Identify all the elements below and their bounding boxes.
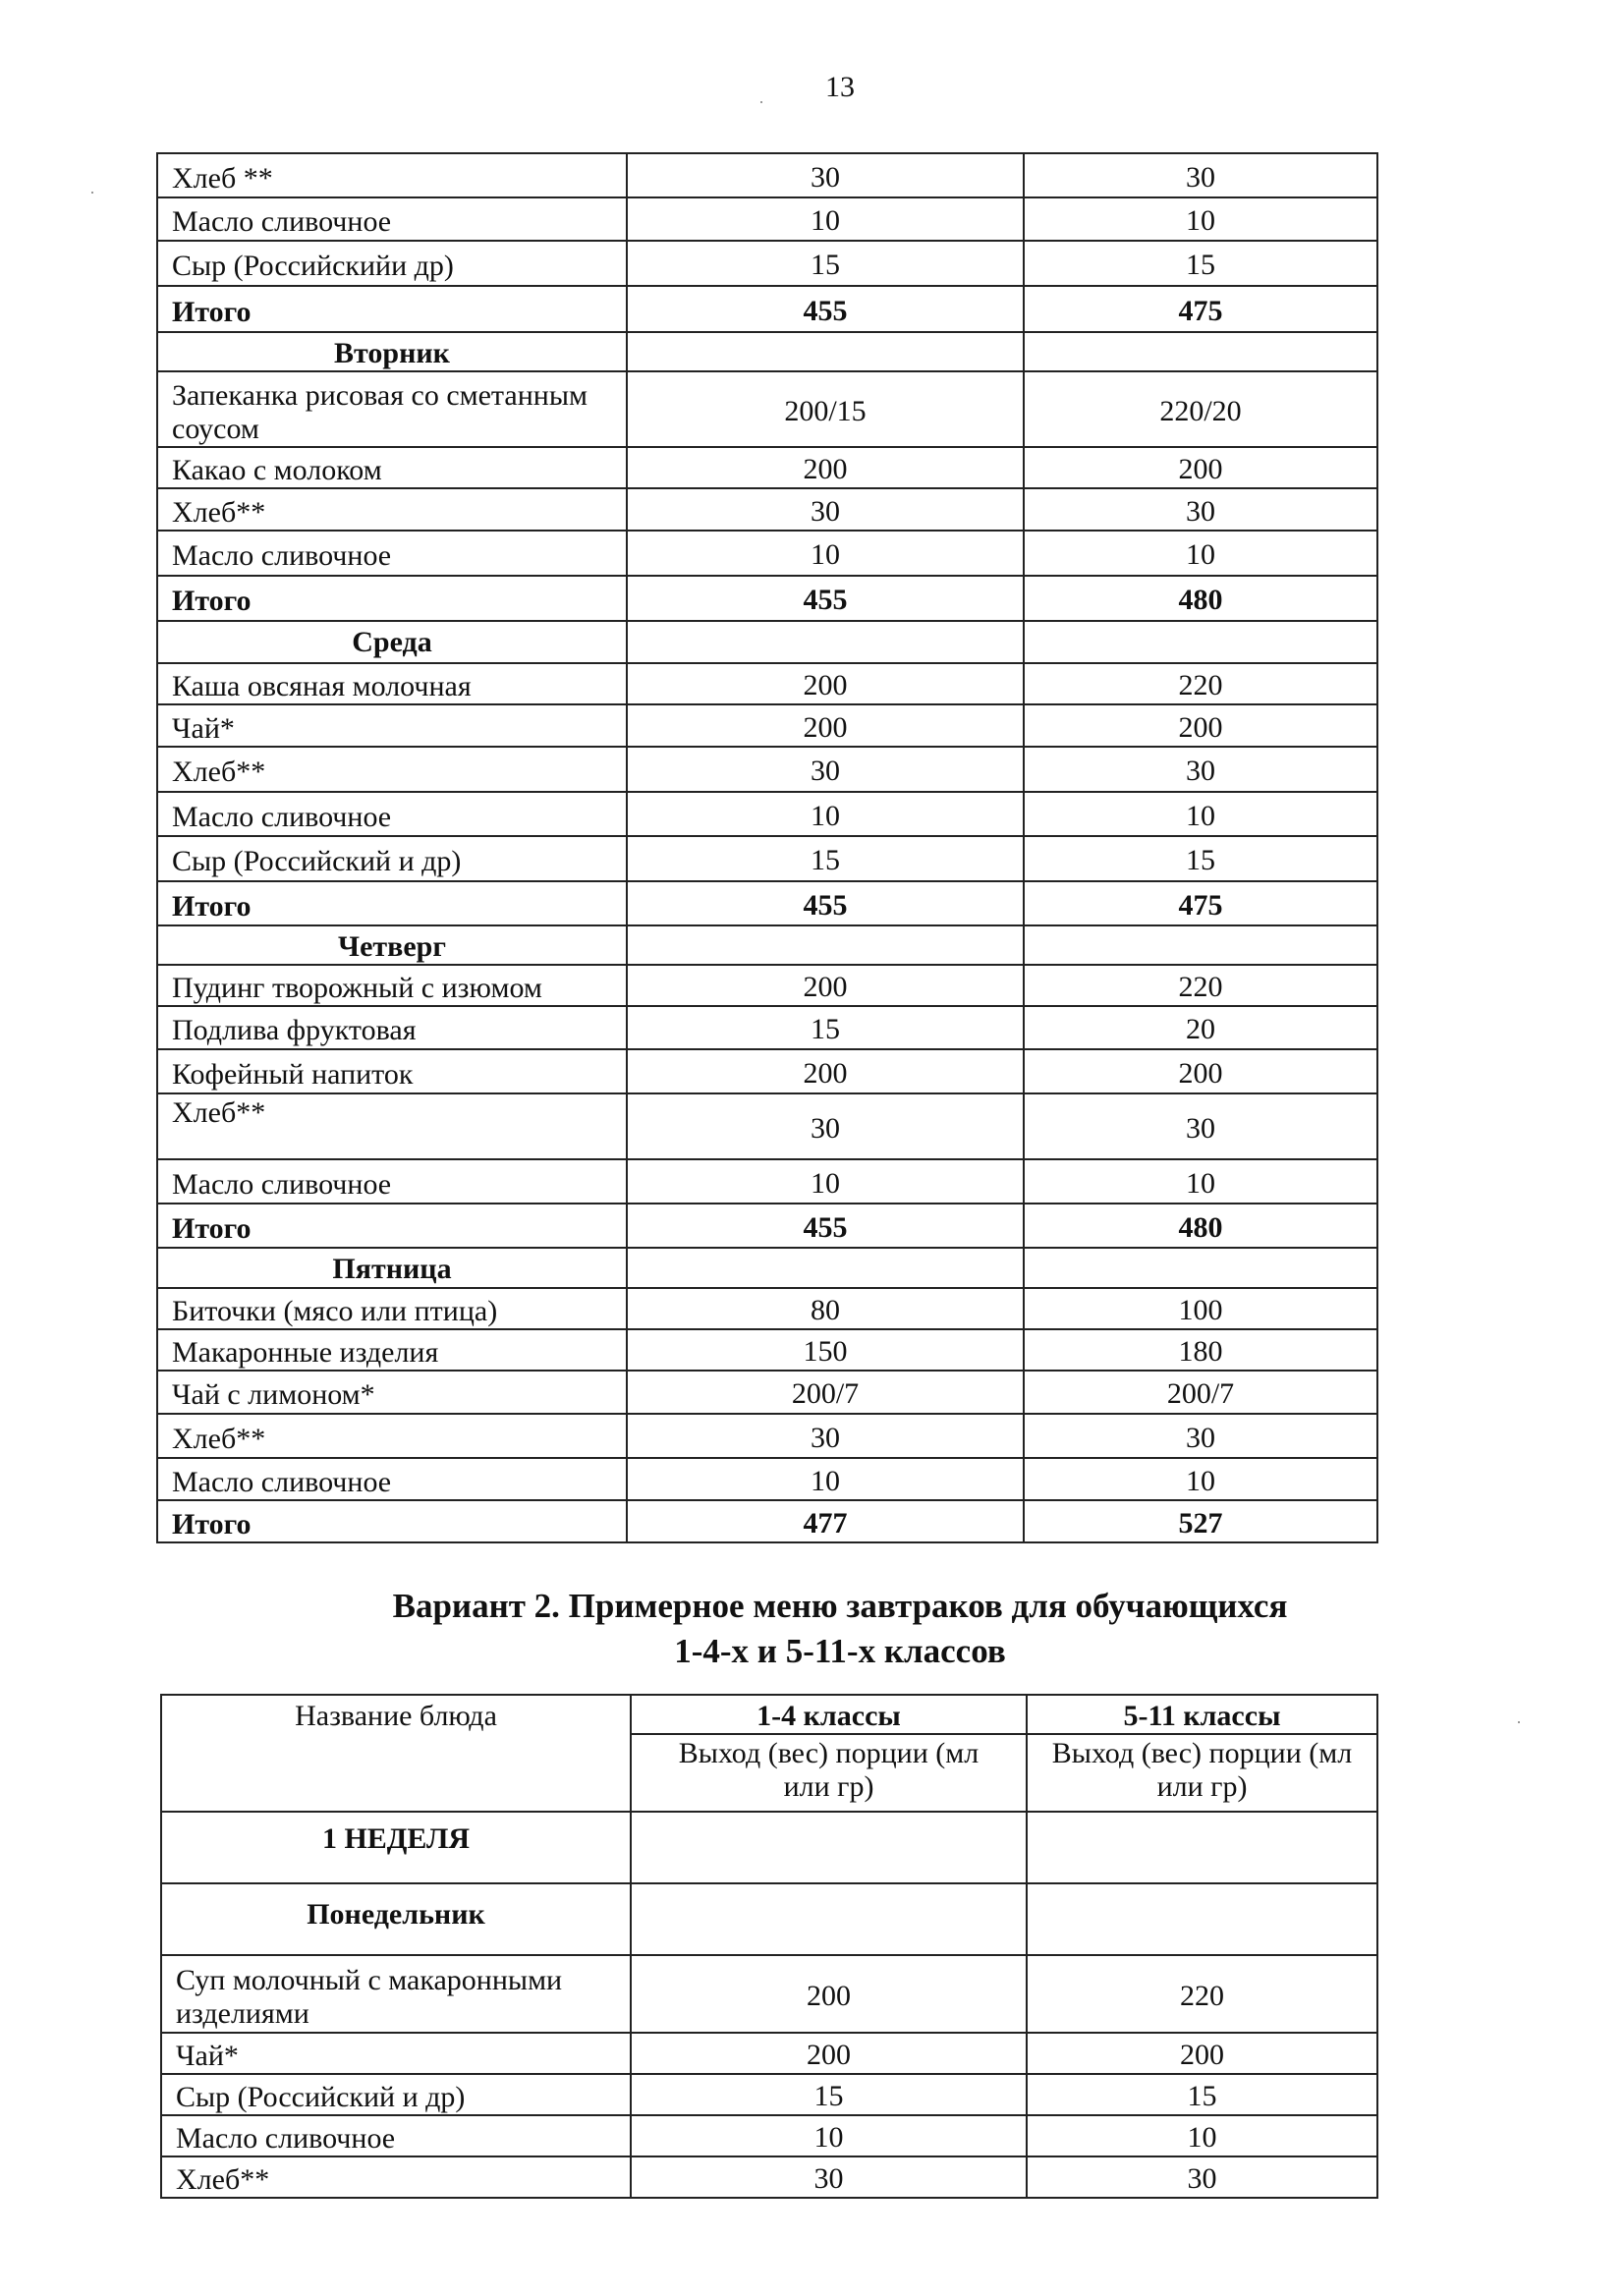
dish-name: Сыр (Российский и др) (157, 836, 627, 881)
portion-grades-5-11: 15 (1024, 836, 1377, 881)
table-row (161, 2074, 1377, 2115)
portion-grades-1-4 (631, 1883, 1027, 1955)
portion-grades-5-11: 480 (1024, 576, 1377, 621)
portion-grades-1-4: 10 (627, 197, 1024, 241)
portion-grades-5-11: 200 (1024, 447, 1377, 488)
dish-name: Масло сливочное (157, 197, 627, 241)
portion-grades-1-4: 30 (627, 153, 1024, 197)
portion-grades-1-4: 10 (627, 792, 1024, 836)
portion-grades-5-11: 30 (1024, 747, 1377, 792)
portion-grades-5-11: 200 (1024, 1049, 1377, 1093)
portion-grades-5-11 (1027, 1883, 1377, 1955)
total-label: Итого (157, 1500, 627, 1542)
portion-grades-1-4 (627, 332, 1024, 371)
table-row (157, 371, 1377, 447)
day-label: Четверг (157, 925, 627, 965)
portion-grades-1-4: 15 (627, 1006, 1024, 1049)
dish-name: Биточки (мясо или птица) (157, 1288, 627, 1329)
portion-grades-1-4: 30 (631, 2156, 1027, 2198)
portion-grades-5-11 (1024, 332, 1377, 371)
portion-grades-1-4: 200/7 (627, 1371, 1024, 1414)
total-row (157, 881, 1377, 925)
portion-grades-5-11: 30 (1024, 488, 1377, 531)
portion-grades-1-4: 200 (627, 1049, 1024, 1093)
scan-speck (91, 192, 93, 194)
dish-name: Чай* (161, 2033, 631, 2074)
table-row (157, 1458, 1377, 1500)
week-label: 1 НЕДЕЛЯ (161, 1812, 631, 1883)
section-heading-line1: Вариант 2. Примерное меню завтраков для обучающихся (392, 1587, 1288, 1625)
section-heading-line2: 1-4-х и 5-11-х классов (674, 1632, 1006, 1670)
portion-grades-5-11: 527 (1024, 1500, 1377, 1542)
portion-grades-5-11: 200/7 (1024, 1371, 1377, 1414)
portion-grades-5-11: 220 (1024, 965, 1377, 1006)
portion-grades-1-4: 477 (627, 1500, 1024, 1542)
dish-name: Кофейный напиток (157, 1049, 627, 1093)
portion-grades-1-4: 455 (627, 881, 1024, 925)
table-row (157, 663, 1377, 704)
portion-grades-1-4: 30 (627, 488, 1024, 531)
portion-grades-1-4: 30 (627, 1414, 1024, 1458)
portion-grades-1-4: 15 (627, 836, 1024, 881)
portion-grades-1-4: 200/15 (627, 371, 1024, 447)
portion-grades-1-4: 80 (627, 1288, 1024, 1329)
portion-grades-1-4 (631, 1812, 1027, 1883)
portion-grades-5-11: 30 (1024, 1093, 1377, 1159)
portion-grades-5-11: 15 (1024, 241, 1377, 286)
day-header-row (157, 1248, 1377, 1288)
total-label: Итого (157, 286, 627, 332)
dish-name: Какао с молоком (157, 447, 627, 488)
table-row (157, 792, 1377, 836)
table-row (161, 2115, 1377, 2156)
portion-grades-1-4: 10 (627, 531, 1024, 576)
portion-grades-1-4: 30 (627, 1093, 1024, 1159)
total-row (157, 576, 1377, 621)
section-heading (0, 1584, 1624, 1674)
table-header-row (161, 1695, 1377, 1734)
portion-grades-5-11 (1027, 1812, 1377, 1883)
portion-grades-5-11: 100 (1024, 1288, 1377, 1329)
page-number: 13 (825, 71, 855, 103)
total-row (157, 1500, 1377, 1542)
dish-name: Подлива фруктовая (157, 1006, 627, 1049)
portion-grades-1-4: 200 (627, 965, 1024, 1006)
total-label: Итого (157, 881, 627, 925)
table-row (157, 1049, 1377, 1093)
menu-table-variant2 (160, 1694, 1378, 2199)
portion-grades-5-11: 180 (1024, 1329, 1377, 1371)
dish-name: Масло сливочное (161, 2115, 631, 2156)
total-label: Итого (157, 1204, 627, 1248)
column-header-dish-name: Название блюда (161, 1695, 631, 1812)
table-row (157, 1093, 1377, 1159)
portion-grades-5-11: 30 (1027, 2156, 1377, 2198)
scan-speck (760, 101, 762, 103)
portion-grades-5-11: 10 (1027, 2115, 1377, 2156)
portion-grades-1-4 (627, 621, 1024, 663)
column-header-grades-1-4: 1-4 классы (631, 1695, 1027, 1734)
portion-grades-5-11: 10 (1024, 1458, 1377, 1500)
dish-name: Масло сливочное (157, 1458, 627, 1500)
portion-grades-5-11: 30 (1024, 153, 1377, 197)
portion-grades-5-11 (1024, 925, 1377, 965)
table-row (157, 965, 1377, 1006)
portion-grades-5-11: 200 (1024, 704, 1377, 747)
portion-grades-1-4: 200 (631, 2033, 1027, 2074)
day-header-row (157, 621, 1377, 663)
portion-grades-1-4: 10 (631, 2115, 1027, 2156)
portion-grades-1-4: 200 (627, 704, 1024, 747)
dish-name: Хлеб** (161, 2156, 631, 2198)
portion-grades-5-11: 15 (1027, 2074, 1377, 2115)
portion-grades-5-11 (1024, 621, 1377, 663)
dish-name: Макаронные изделия (157, 1329, 627, 1371)
portion-grades-5-11: 10 (1024, 197, 1377, 241)
dish-name: Масло сливочное (157, 1159, 627, 1204)
dish-name: Каша овсяная молочная (157, 663, 627, 704)
table-row (157, 1371, 1377, 1414)
portion-grades-1-4: 200 (631, 1955, 1027, 2033)
portion-grades-1-4: 10 (627, 1458, 1024, 1500)
dish-name: Хлеб ** (157, 153, 627, 197)
portion-grades-5-11 (1024, 1248, 1377, 1288)
portion-grades-1-4: 455 (627, 1204, 1024, 1248)
portion-grades-1-4: 30 (627, 747, 1024, 792)
menu-table-continued (156, 152, 1378, 1543)
day-label: Вторник (157, 332, 627, 371)
portion-grades-5-11: 10 (1024, 1159, 1377, 1204)
table-row (161, 2156, 1377, 2198)
table-row (157, 153, 1377, 197)
portion-grades-1-4: 455 (627, 576, 1024, 621)
day-label: Среда (157, 621, 627, 663)
day-label: Пятница (157, 1248, 627, 1288)
portion-grades-1-4: 455 (627, 286, 1024, 332)
week-header-row (161, 1812, 1377, 1883)
dish-name: Хлеб** (157, 488, 627, 531)
table-row (157, 704, 1377, 747)
table-row (157, 241, 1377, 286)
table-row (157, 747, 1377, 792)
dish-name: Хлеб** (157, 747, 627, 792)
day-header-row (157, 925, 1377, 965)
day-header-row (157, 332, 1377, 371)
table-row (157, 1159, 1377, 1204)
total-row (157, 286, 1377, 332)
table-row (157, 447, 1377, 488)
portion-grades-5-11: 200 (1027, 2033, 1377, 2074)
subheader-portion-1-4: Выход (вес) порции (мл или гр) (631, 1734, 1027, 1812)
table-row (161, 1955, 1377, 2033)
dish-name: Сыр (Российскийи др) (157, 241, 627, 286)
table-row (157, 197, 1377, 241)
dish-name: Сыр (Российский и др) (161, 2074, 631, 2115)
portion-grades-5-11: 475 (1024, 286, 1377, 332)
dish-name: Пудинг творожный с изюмом (157, 965, 627, 1006)
dish-name: Чай с лимоном* (157, 1371, 627, 1414)
total-label: Итого (157, 576, 627, 621)
dish-name: Масло сливочное (157, 531, 627, 576)
day-label: Понедельник (161, 1883, 631, 1955)
table-row (157, 488, 1377, 531)
portion-grades-5-11: 10 (1024, 531, 1377, 576)
column-header-grades-5-11: 5-11 классы (1027, 1695, 1377, 1734)
dish-name: Хлеб** (157, 1093, 627, 1159)
total-row (157, 1204, 1377, 1248)
dish-name: Чай* (157, 704, 627, 747)
subheader-portion-5-11: Выход (вес) порции (мл или гр) (1027, 1734, 1377, 1812)
portion-grades-1-4: 15 (627, 241, 1024, 286)
table-row (157, 1329, 1377, 1371)
portion-grades-1-4: 15 (631, 2074, 1027, 2115)
portion-grades-1-4: 200 (627, 447, 1024, 488)
portion-grades-1-4 (627, 1248, 1024, 1288)
portion-grades-5-11: 10 (1024, 792, 1377, 836)
table-row (157, 1006, 1377, 1049)
table-row (157, 1288, 1377, 1329)
portion-grades-5-11: 480 (1024, 1204, 1377, 1248)
portion-grades-1-4: 150 (627, 1329, 1024, 1371)
portion-grades-5-11: 475 (1024, 881, 1377, 925)
dish-name: Запеканка рисовая со сметанным соусом (157, 371, 627, 447)
portion-grades-5-11: 220/20 (1024, 371, 1377, 447)
table-row (157, 531, 1377, 576)
scan-speck (1518, 1721, 1520, 1723)
table-row (157, 836, 1377, 881)
portion-grades-1-4: 10 (627, 1159, 1024, 1204)
portion-grades-1-4 (627, 925, 1024, 965)
portion-grades-5-11: 220 (1024, 663, 1377, 704)
dish-name: Масло сливочное (157, 792, 627, 836)
table-row (157, 1414, 1377, 1458)
portion-grades-1-4: 200 (627, 663, 1024, 704)
dish-name: Суп молочный с макаронными изделиями (161, 1955, 631, 2033)
portion-grades-5-11: 20 (1024, 1006, 1377, 1049)
portion-grades-5-11: 30 (1024, 1414, 1377, 1458)
dish-name: Хлеб** (157, 1414, 627, 1458)
day-header-row (161, 1883, 1377, 1955)
portion-grades-5-11: 220 (1027, 1955, 1377, 2033)
table-row (161, 2033, 1377, 2074)
